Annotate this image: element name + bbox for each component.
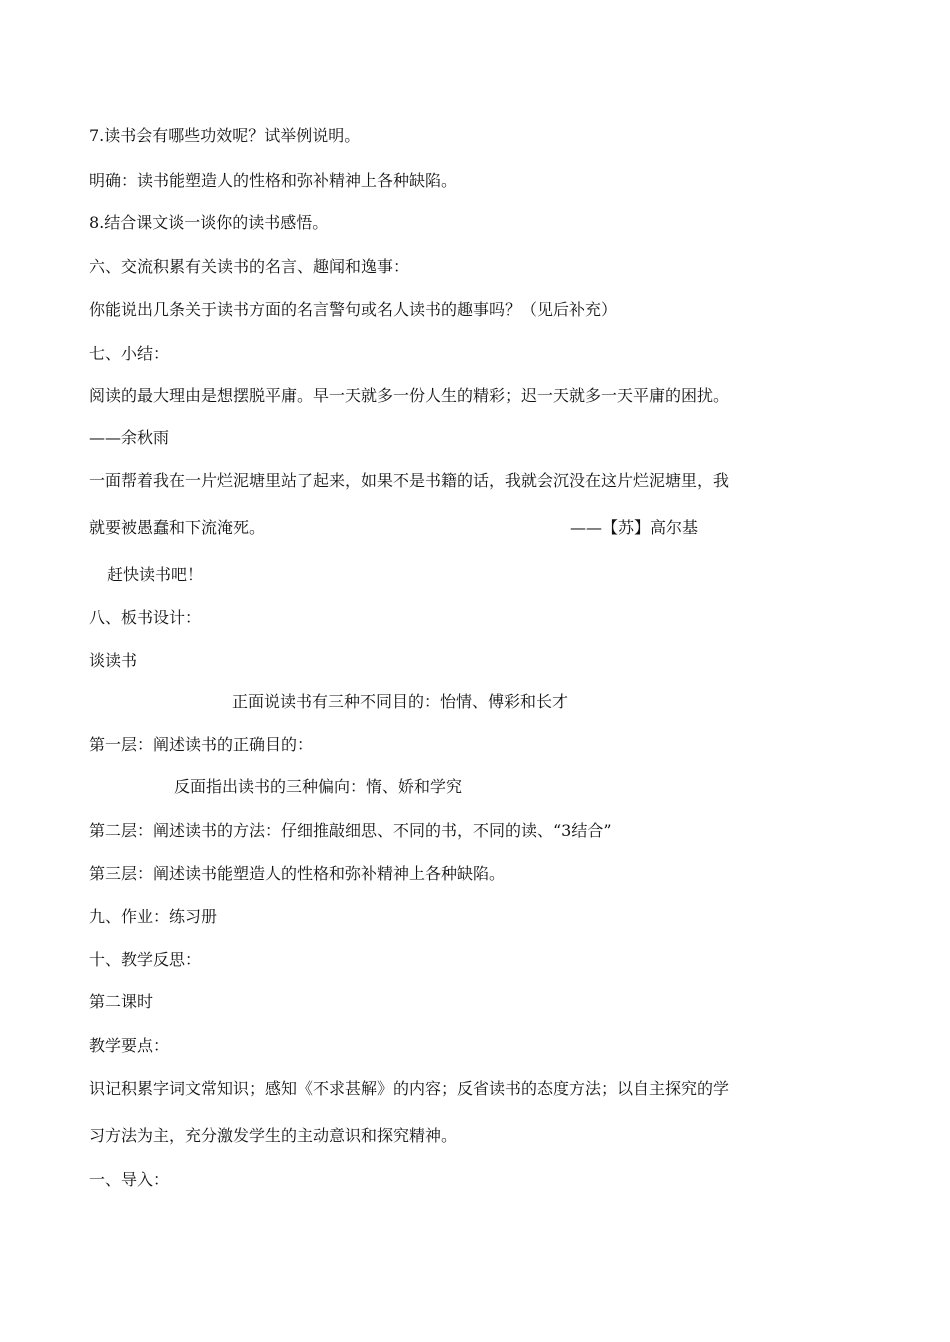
section-9-homework: 九、作业：练习册 (89, 907, 218, 926)
board-layer-1: 第一层：阐述读书的正确目的： (89, 735, 314, 754)
board-layer-3: 第三层：阐述读书能塑造人的性格和弥补精神上各种缺陷。 (89, 864, 506, 883)
summary-call-to-read: 赶快读书吧！ (107, 565, 204, 584)
section-6-prompt: 你能说出几条关于读书方面的名言警句或名人读书的趣事吗？（见后补充） (89, 300, 618, 319)
question-7: 7.读书会有哪些功效呢？试举例说明。 (89, 126, 361, 145)
question-8: 8.结合课文谈一谈你的读书感悟。 (89, 213, 329, 232)
section-6-heading: 六、交流积累有关读书的名言、趣闻和逸事： (89, 257, 410, 276)
section-10-reflection: 十、教学反思： (89, 950, 202, 969)
board-title: 谈读书 (89, 651, 138, 670)
section-1-introduction: 一、导入： (89, 1170, 170, 1189)
quote-gorky-line-2: 就要被愚蠢和下流淹死。 (89, 518, 266, 537)
quote-author-gorky: ——【苏】高尔基 (570, 518, 699, 537)
section-8-heading: 八、板书设计： (89, 608, 202, 627)
board-positive-purpose: 正面说读书有三种不同目的：怡情、傅彩和长才 (232, 692, 569, 711)
second-lesson-title: 第二课时 (89, 992, 154, 1011)
teaching-points-line-2: 习方法为主，充分激发学生的主动意识和探究精神。 (89, 1126, 458, 1145)
board-layer-2: 第二层：阐述读书的方法：仔细推敲细思、不同的书，不同的读、“3结合” (89, 821, 612, 840)
teaching-points-heading: 教学要点： (89, 1036, 170, 1055)
quote-gorky-line-1: 一面帮着我在一片烂泥塘里站了起来，如果不是书籍的话，我就会沉没在这片烂泥塘里，我 (89, 471, 730, 490)
section-7-heading: 七、小结： (89, 344, 170, 363)
quote-yu-qiuyu: 阅读的最大理由是想摆脱平庸。早一天就多一份人生的精彩；迟一天就多一天平庸的困扰。 (89, 386, 730, 405)
quote-author-yu-qiuyu: ——余秋雨 (89, 428, 170, 447)
teaching-points-line-1: 识记积累字词文常知识；感知《不求甚解》的内容；反省读书的态度方法；以自主探究的学 (89, 1079, 730, 1098)
board-negative-biases: 反面指出读书的三种偏向：惰、娇和学究 (174, 777, 463, 796)
answer-7: 明确：读书能塑造人的性格和弥补精神上各种缺陷。 (89, 171, 458, 190)
